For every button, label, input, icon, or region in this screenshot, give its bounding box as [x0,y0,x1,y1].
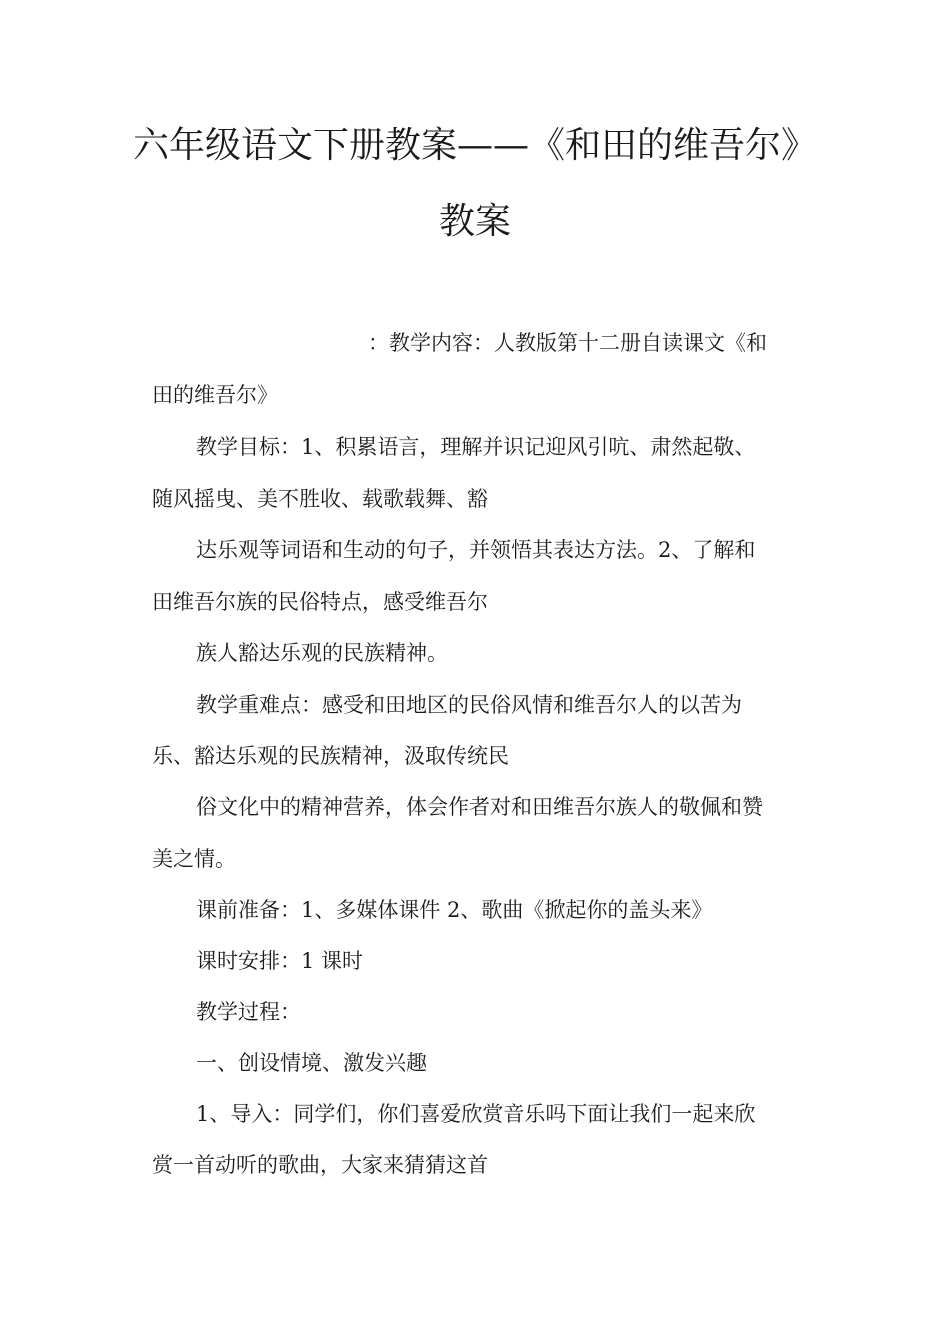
body-line: 田维吾尔族的民俗特点，感受维吾尔 [152,590,488,614]
body-line: 1、导入：同学们，你们喜爱欣赏音乐吗下面让我们一起来欣 [196,1102,756,1126]
body-line: 乐、豁达乐观的民族精神，汲取传统民 [152,744,509,768]
body-line: 美之情。 [152,847,236,871]
body-line: 随风摇曳、美不胜收、载歌载舞、豁 [152,487,488,511]
document-title-line-2: 教案 [438,201,511,242]
body-line: 教学过程： [196,1000,301,1024]
body-line: 教学目标：1、积累语言，理解并识记迎风引吭、肃然起敬、 [196,435,756,459]
body-line: 族人豁达乐观的民族精神。 [196,641,448,665]
body-line: 俗文化中的精神营养，体会作者对和田维吾尔族人的敬佩和赞 [196,795,763,819]
body-line: 教学重难点：感受和田地区的民俗风情和维吾尔人的以苦为 [196,693,742,717]
body-line: 课时安排：1 课时 [196,949,364,973]
section-heading: 一、创设情境、激发兴趣 [196,1051,427,1075]
body-line: 达乐观等词语和生动的句子，并领悟其表达方法。2、了解和 [196,538,756,562]
body-line: 赏一首动听的歌曲，大家来猜猜这首 [152,1153,488,1177]
document-title-line-1: 六年级语文下册教案——《和田的维吾尔》 [132,125,817,166]
body-line: ：教学内容：人教版第十二册自读课文《和 [368,331,767,355]
body-line: 课前准备：1、多媒体课件 2、歌曲《掀起你的盖头来》 [196,898,713,922]
body-line: 田的维吾尔》 [152,383,278,407]
